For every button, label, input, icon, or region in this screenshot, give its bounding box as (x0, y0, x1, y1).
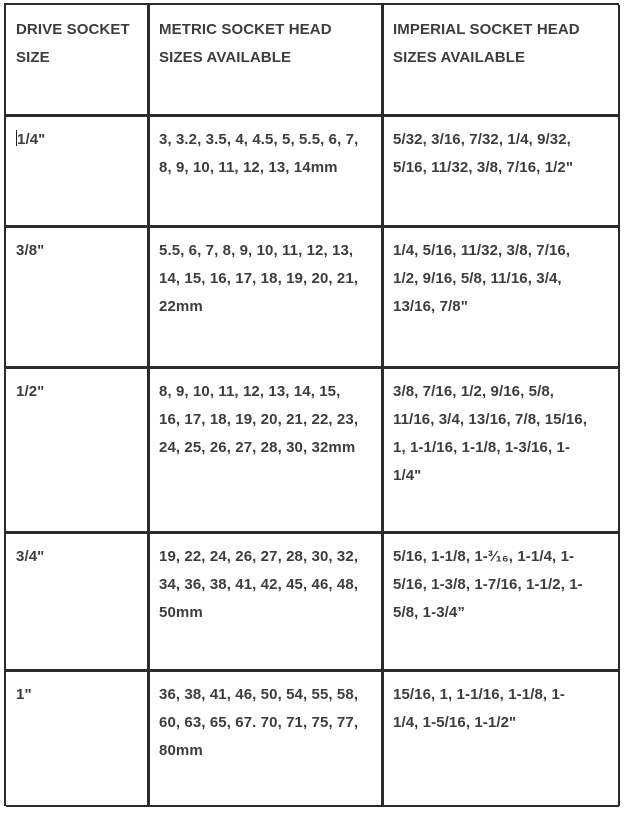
table-row-divider (6, 669, 619, 672)
table-row-divider (6, 114, 619, 117)
cell-text-line: 1/2, 9/16, 5/8, 11/16, 3/4, (393, 270, 562, 287)
header-drive-size (16, 16, 142, 72)
cell-text-line (16, 126, 142, 154)
cell-text-line: 1/4, 5/16, 11/32, 3/8, 7/16, (393, 242, 571, 259)
table-column-divider (618, 5, 620, 806)
cell-text-line: 60, 63, 65, 67. 70, 71, 75, 77, (159, 714, 359, 731)
header-imperial-sizes (393, 16, 614, 72)
cell-text-line: 80mm (159, 742, 203, 759)
header-metric-sizes (159, 16, 377, 72)
cell-text-line: 1/4" (393, 467, 422, 484)
cell-text-line: 13/16, 7/8" (393, 298, 468, 315)
cell-text-line: 16, 17, 18, 19, 20, 21, 22, 23, (159, 411, 359, 428)
cell-text-line: 36, 38, 41, 46, 50, 54, 55, 58, (159, 686, 359, 703)
cell-text-line: 1" (16, 686, 32, 703)
cell-text-line: 3/4" (16, 548, 45, 565)
cell-text-line: 3, 3.2, 3.5, 4, 4.5, 5, 5.5, 6, 7, (159, 131, 359, 148)
metric-sizes-cell (159, 543, 377, 627)
table-column-divider (381, 5, 384, 806)
table-row-divider (6, 366, 619, 369)
cell-text-line: 22mm (159, 298, 203, 315)
imperial-sizes-cell (393, 681, 614, 737)
cell-text: 1/4" (17, 131, 46, 148)
table-row-divider (6, 531, 619, 534)
cell-text-line: 5.5, 6, 7, 8, 9, 10, 11, 12, 13, (159, 242, 354, 259)
cell-text-line: METRIC SOCKET HEAD (159, 21, 332, 38)
socket-size-table (4, 3, 619, 806)
table-row-divider (6, 805, 619, 807)
cell-text-line: 19, 22, 24, 26, 27, 28, 30, 32, (159, 548, 359, 565)
cell-text-line: 11/16, 3/4, 13/16, 7/8, 15/16, (393, 411, 587, 428)
cell-text-line: 1/4, 1-5/16, 1-1/2" (393, 714, 517, 731)
cell-text-line: 3/8" (16, 242, 45, 259)
drive-size-cell (16, 237, 142, 265)
cell-text-line: 34, 36, 38, 41, 42, 45, 46, 48, (159, 576, 359, 593)
metric-sizes-cell (159, 681, 377, 765)
drive-size-cell (16, 543, 142, 571)
cell-text-line: SIZE (16, 49, 50, 66)
drive-size-cell (16, 126, 142, 154)
cell-text-line: SIZES AVAILABLE (393, 49, 526, 66)
drive-size-cell (16, 378, 142, 406)
cell-text-line: IMPERIAL SOCKET HEAD (393, 21, 580, 38)
cell-text-line: 5/16, 1-3/8, 1-7/16, 1-1/2, 1- (393, 576, 583, 593)
metric-sizes-cell (159, 378, 377, 462)
cell-text-line: 50mm (159, 604, 203, 621)
cell-text-line: 5/32, 3/16, 7/32, 1/4, 9/32, (393, 131, 571, 148)
cell-text-line: 1/2" (16, 383, 45, 400)
imperial-sizes-cell (393, 378, 614, 490)
cell-text-line: 5/16, 11/32, 3/8, 7/16, 1/2" (393, 159, 574, 176)
table-row-divider (6, 225, 619, 228)
imperial-sizes-cell (393, 126, 614, 182)
cell-text-line: 1, 1-1/16, 1-1/8, 1-3/16, 1- (393, 439, 571, 456)
cell-text-line: 3/8, 7/16, 1/2, 9/16, 5/8, (393, 383, 555, 400)
cell-text-line: 8, 9, 10, 11, 12, 13, 14, 15, (159, 383, 341, 400)
metric-sizes-cell (159, 126, 377, 182)
cell-text-line: 24, 25, 26, 27, 28, 30, 32mm (159, 439, 356, 456)
cell-text-line: 15/16, 1, 1-1/16, 1-1/8, 1- (393, 686, 565, 703)
cell-text-line: SIZES AVAILABLE (159, 49, 292, 66)
imperial-sizes-cell (393, 543, 614, 627)
imperial-sizes-cell (393, 237, 614, 321)
cell-text-line: 5/16, 1-1/8, 1-³⁄₁₆, 1-1/4, 1- (393, 548, 575, 565)
cell-text-line: 8, 9, 10, 11, 12, 13, 14mm (159, 159, 338, 176)
cell-text-line: 5/8, 1-3/4” (393, 604, 465, 621)
metric-sizes-cell (159, 237, 377, 321)
cell-text-line: 14, 15, 16, 17, 18, 19, 20, 21, (159, 270, 359, 287)
drive-size-cell (16, 681, 142, 709)
table-column-divider (147, 5, 150, 806)
cell-text-line: DRIVE SOCKET (16, 21, 130, 38)
